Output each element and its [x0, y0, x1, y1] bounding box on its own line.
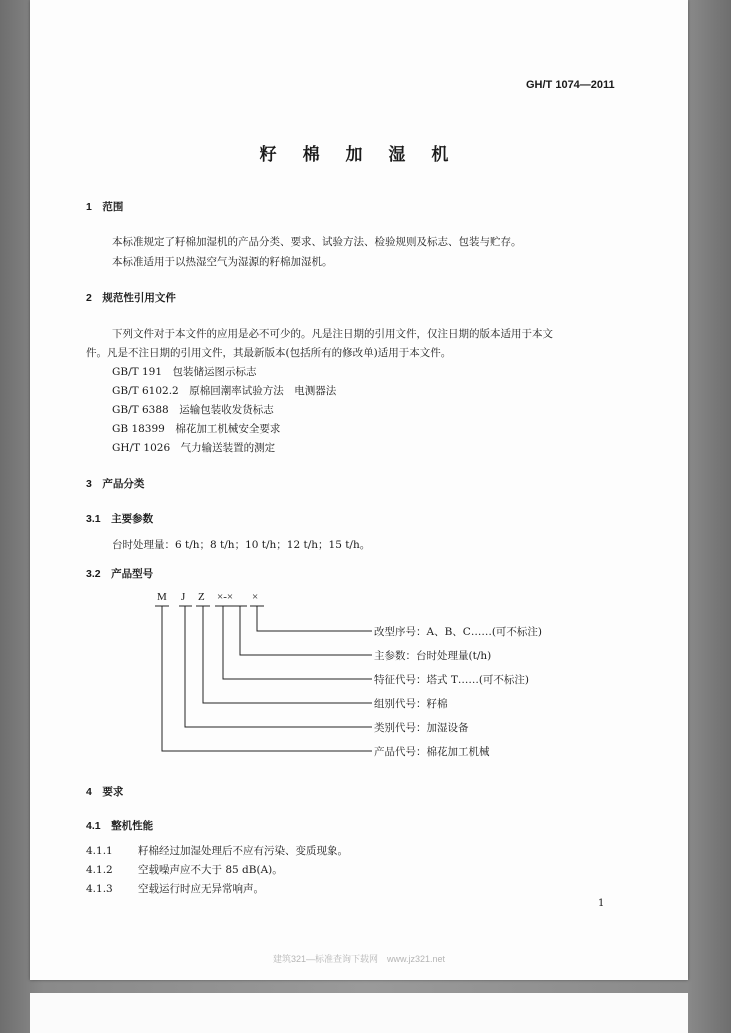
section-4-heading: 4 要求	[86, 786, 124, 798]
section-1-heading: 1 范围	[86, 201, 124, 213]
reference-item: GB/T 191 包装储运图示标志	[112, 366, 257, 378]
page-number: 1	[598, 898, 605, 909]
reference-item: GB/T 6102.2 原棉回潮率试验方法 电测器法	[112, 385, 337, 397]
model-letter-j: J	[181, 591, 186, 603]
section-4-1-heading: 4.1 整机性能	[86, 820, 154, 832]
model-label-product: 产品代号：棉花加工机械	[374, 746, 490, 758]
requirement-number: 4.1.1	[86, 845, 113, 857]
reference-item: GH/T 1026 气力输送装置的测定	[112, 442, 276, 454]
requirement-text: 籽棉经过加湿处理后不应有污染、变质现象。	[138, 845, 348, 857]
model-letter-z: Z	[198, 591, 205, 603]
model-letter-m: M	[157, 591, 167, 603]
requirement-number: 4.1.2	[86, 864, 113, 876]
requirement-item	[86, 842, 348, 861]
model-label-main-param: 主参数：台时处理量(t/h)	[374, 650, 492, 662]
section-2-heading: 2 规范性引用文件	[86, 292, 176, 304]
model-label-revision: 改型序号：A、B、C……(可不标注)	[374, 626, 543, 638]
document-page	[30, 0, 688, 980]
reference-item: GB 18399 棉花加工机械安全要求	[112, 423, 281, 435]
section-2-paragraph-line-1: 下列文件对于本文件的应用是必不可少的。凡是注日期的引用文件，仅注日期的版本适用于本文	[112, 328, 553, 340]
requirement-item	[86, 880, 264, 899]
standard-code-header: GH/T 1074—2011	[526, 79, 615, 91]
section-1-paragraph-1: 本标准规定了籽棉加湿机的产品分类、要求、试验方法、检验规则及标志、包装与贮存。	[112, 236, 522, 248]
section-3-1-heading: 3.1 主要参数	[86, 513, 154, 525]
model-label-feature: 特征代号：塔式 T……(可不标注)	[374, 674, 530, 686]
next-page-edge	[30, 993, 688, 1033]
section-3-1-text: 台时处理量：6 t/h；8 t/h；10 t/h；12 t/h；15 t/h。	[112, 539, 371, 551]
document-title: 籽 棉 加 湿 机	[259, 145, 459, 165]
reference-item: GB/T 6388 运输包装收发货标志	[112, 404, 274, 416]
requirement-text: 空载噪声应不大于 85 dB(A)。	[138, 864, 283, 876]
section-3-heading: 3 产品分类	[86, 478, 145, 490]
model-label-group: 组别代号：籽棉	[374, 698, 448, 710]
model-label-category: 类别代号：加湿设备	[374, 722, 469, 734]
section-1-paragraph-2: 本标准适用于以热湿空气为湿源的籽棉加湿机。	[112, 256, 333, 268]
model-letter-revision: ×	[252, 591, 259, 603]
requirement-number: 4.1.3	[86, 883, 113, 895]
watermark-footer: 建筑321—标准查询下载网 www.jz321.net	[272, 954, 446, 964]
requirement-item	[86, 861, 283, 880]
section-3-2-heading: 3.2 产品型号	[86, 568, 154, 580]
model-letter-feature-param: ×-×	[217, 591, 234, 603]
section-2-paragraph-line-2: 件。凡是不注日期的引用文件，其最新版本(包括所有的修改单)适用于本文件。	[86, 347, 452, 359]
model-diagram-lines	[30, 0, 688, 780]
requirement-text: 空载运行时应无异常响声。	[138, 883, 264, 895]
